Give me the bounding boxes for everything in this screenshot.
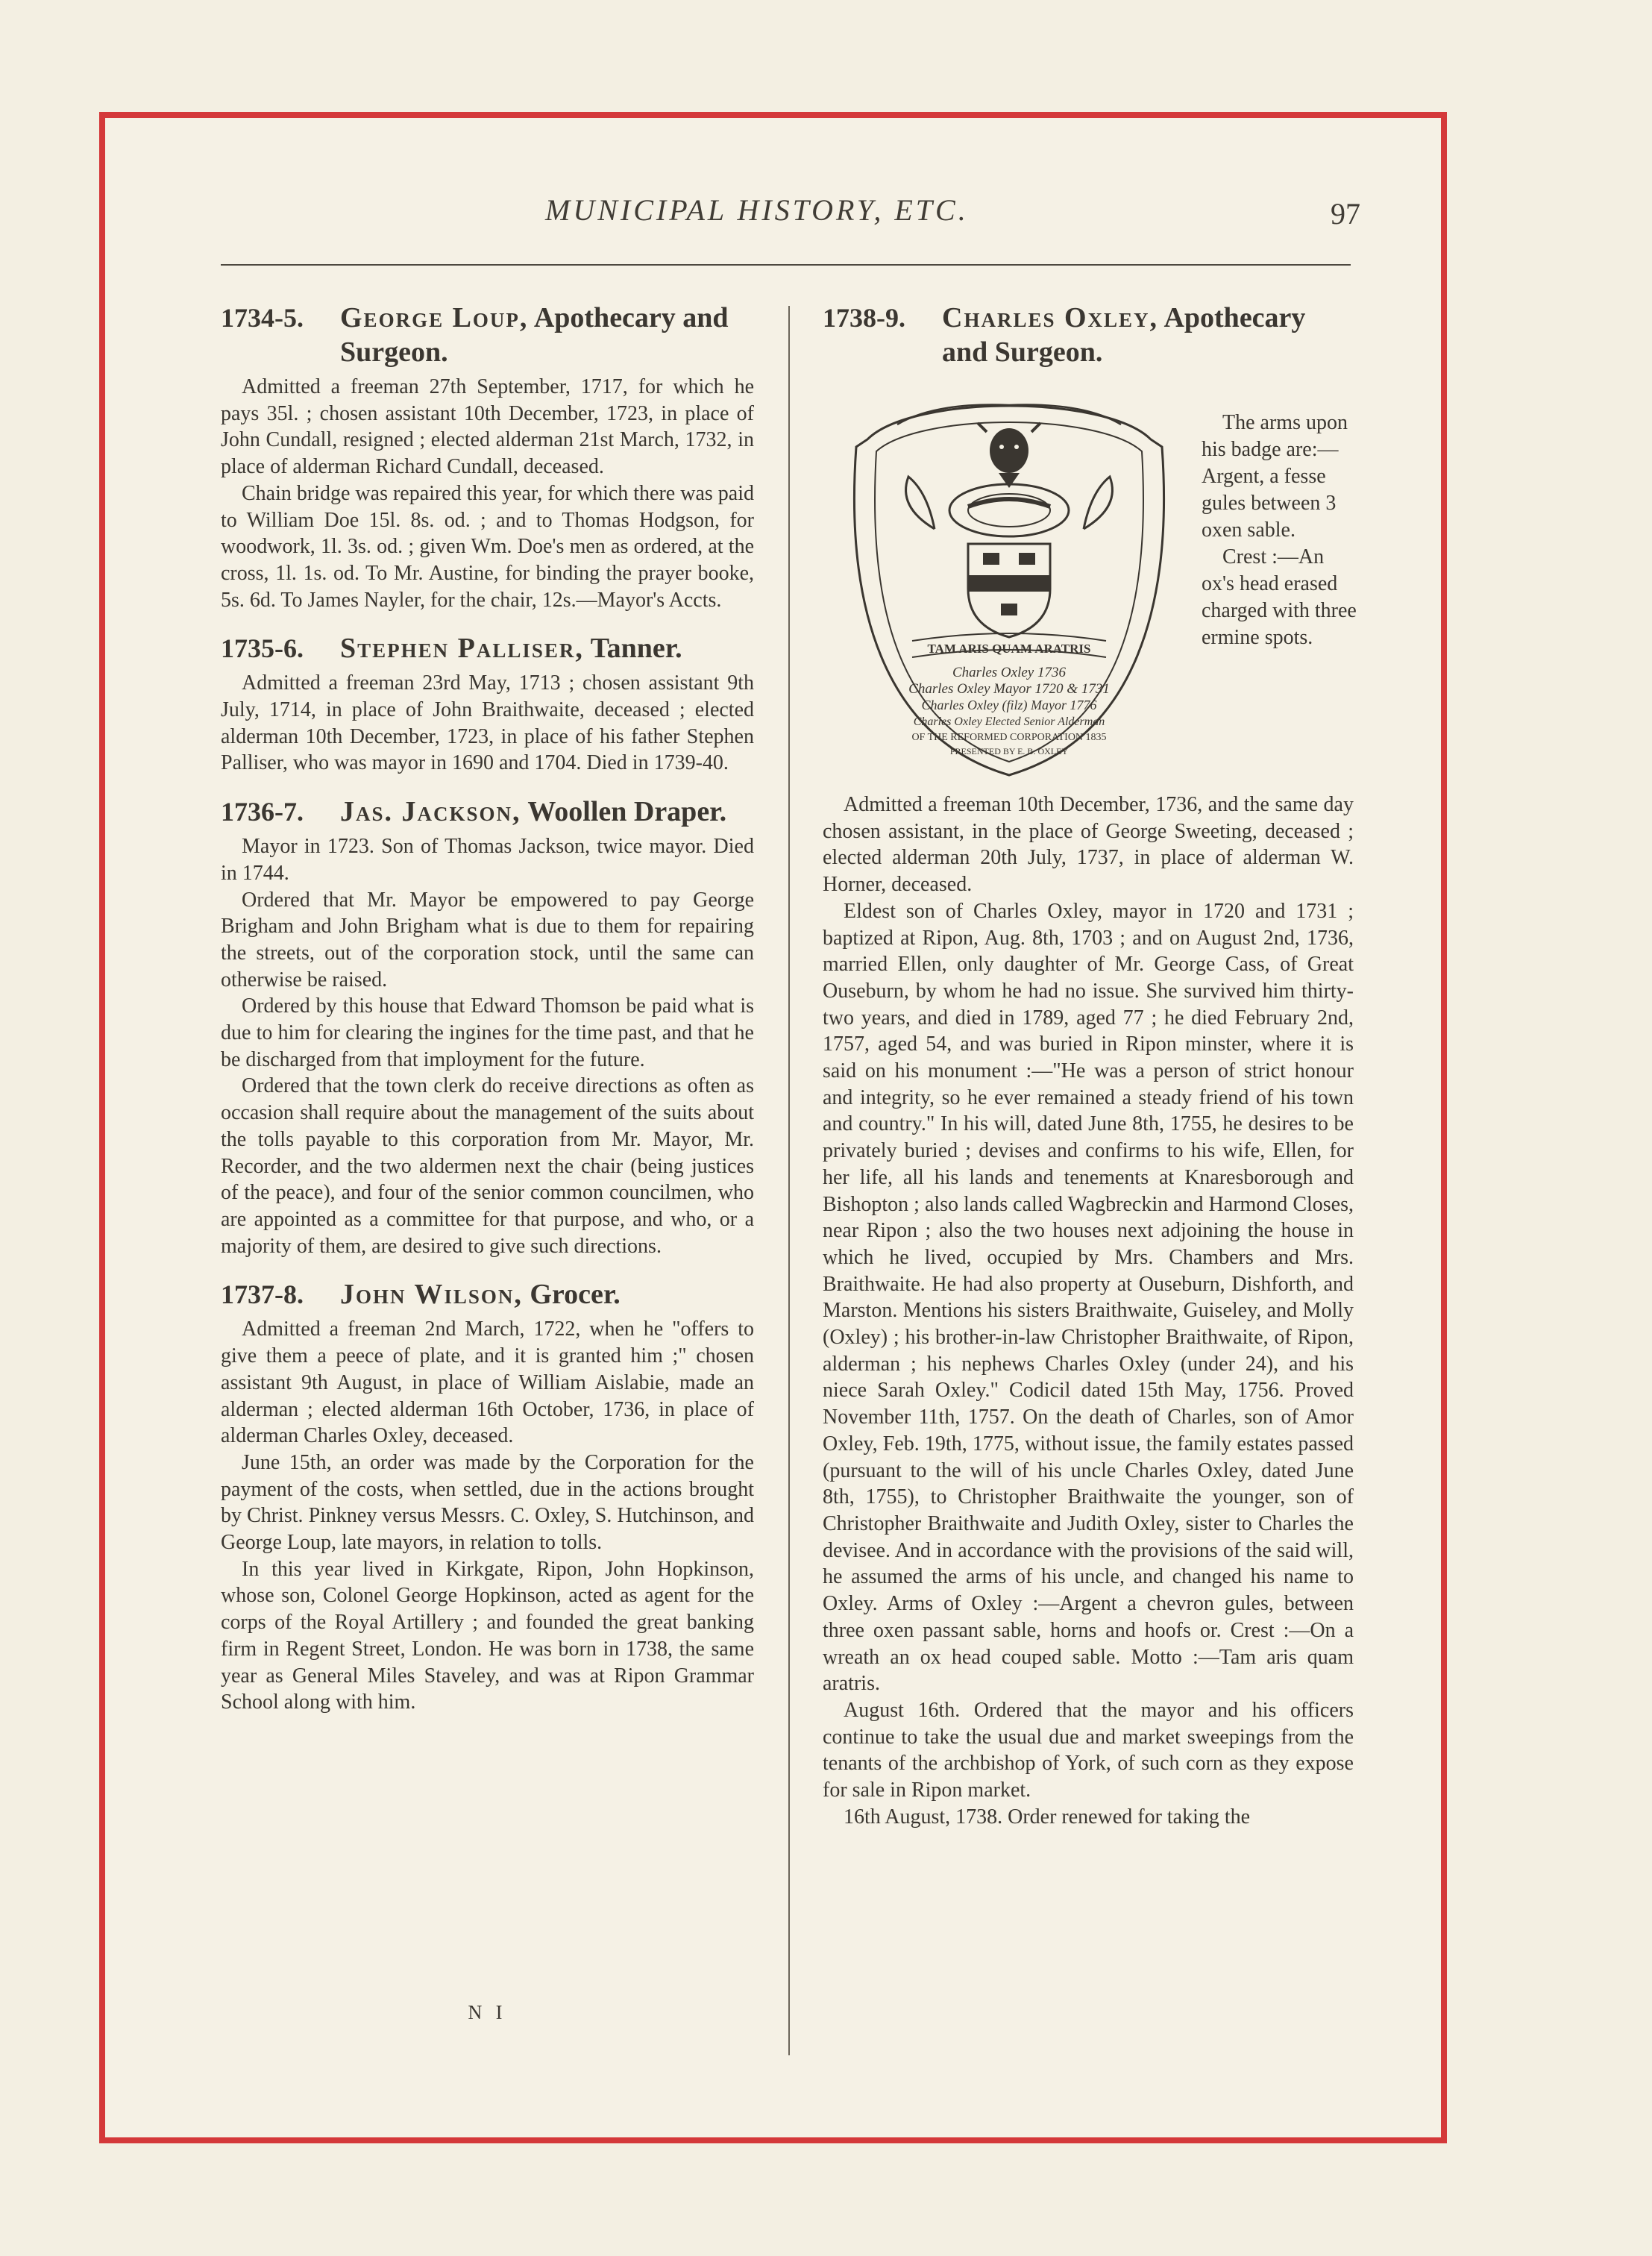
entry-trade: Tanner.: [590, 633, 682, 665]
paragraph: 16th August, 1738. Order renewed for taking the: [844, 1805, 1251, 1829]
entry-heading: [221, 1277, 754, 1312]
entry-name: John Wilson,: [340, 1279, 523, 1311]
entry-trade: Woollen Draper.: [527, 796, 727, 828]
paragraph: In this year lived in Kirkgate, Ripon, John Hopkinson, whose son, Colonel George Hopkinson, acted as agent for the corps of the Royal Artillery ; and founded the great banking firm in Regent Street, London. He was born in 1738, the same year as General Miles Staveley, and was at Ripon Grammar School along with him.: [221, 1557, 754, 1714]
ox-charge: [983, 553, 999, 565]
entry-1737: [221, 1277, 754, 1716]
entry-name: Stephen Palliser,: [340, 633, 584, 665]
entry-1736: [221, 795, 754, 1259]
entry-trade: Grocer.: [530, 1279, 621, 1311]
entry-year: 1734-5.: [221, 303, 304, 333]
entry-trade: Apothecary and Surgeon.: [340, 302, 729, 368]
ox-head-icon: [978, 423, 1040, 488]
column-divider: [788, 306, 790, 2055]
mantling-left: [906, 477, 935, 529]
entry-1734: [221, 301, 754, 613]
badge-legend-line: PRESENTED BY E. B. OXLEY: [949, 746, 1069, 756]
paragraph: Ordered by this house that Edward Thomson be paid what is due to him for clearing the ingines for the time past, and that he be discharged from that imployment for the future.: [221, 994, 754, 1071]
badge-caption: [1202, 410, 1358, 651]
page-frame: [99, 112, 1447, 2143]
paragraph: Ordered that the town clerk do receive directions as often as occasion shall require about the management of the suits about the tolls payable to this corporation from Mr. Mayor, Mr. Recorder, and the two aldermen next the chair (being justices of the peace), and four of the senior common councilmen, who are appointed as a committee for that purpose, and who, or a majority of them, are desired to give such directions.: [221, 1074, 754, 1258]
entry-heading: [221, 301, 754, 369]
paragraph: August 16th. Ordered that the mayor and his officers continue to take the usual due and market sweepings from the tenants of the archbishop of York, of such corn as they expose for sale in Ripon market.: [823, 1698, 1354, 1802]
paragraph: Admitted a freeman 10th December, 1736, and the same day chosen assistant, in the place of George Sweeting, deceased ; elected alderman 20th July, 1737, in place of alderman W. Horner, deceased.: [823, 793, 1354, 897]
header-rule: [221, 264, 1351, 266]
entry-year: 1737-8.: [221, 1279, 304, 1310]
right-column: [823, 301, 1357, 1830]
entry-name: Charles Oxley,: [942, 302, 1159, 333]
caption-paragraph: The arms upon his badge are:—Argent, a fesse gules between 3 oxen sable.: [1202, 411, 1348, 542]
page-number: 97: [1331, 197, 1360, 231]
paragraph: Admitted a freeman 23rd May, 1713 ; chosen assistant 9th July, 1714, in place of John Braithwaite, deceased ; elected alderman 10th December, 1723, in place of his father Stephen Palliser, who was mayor in 1690 and 1704. Died in 1739-40.: [221, 671, 754, 775]
badge-legend-line: Charles Oxley Mayor 1720 & 1731: [908, 681, 1110, 697]
mayoral-badge-illustration: [823, 380, 1196, 792]
paragraph: Admitted a freeman 27th September, 1717, for which he pays 35l. ; chosen assistant 10th December, 1723, in place of John Cundall, resigned ; elected alderman 21st March, 1732, in place of alderman Richard Cundall, deceased.: [221, 375, 754, 479]
signature-mark: N I: [468, 2002, 507, 2023]
entry-name: George Loup,: [340, 302, 529, 333]
caption-paragraph: Crest :—An ox's head erased charged with three ermine spots.: [1202, 545, 1357, 649]
entry-year: 1735-6.: [221, 633, 304, 664]
entry-heading: [823, 301, 1354, 369]
left-column: [221, 301, 754, 1734]
entry-heading: [221, 631, 754, 665]
paragraph: Mayor in 1723. Son of Thomas Jackson, twice mayor. Died in 1744.: [221, 835, 754, 885]
entry-year: 1736-7.: [221, 797, 304, 827]
paragraph: Ordered that Mr. Mayor be empowered to pay George Brigham and John Brigham what is due to them for repairing the streets, out of the corporation stock, until the same can otherwise be raised.: [221, 888, 754, 991]
paragraph: Admitted a freeman 2nd March, 1722, when he "offers to give them a peece of plate, and it is granted him ;" chosen assistant 9th August, in place of William Aislabie, made an alderman ; elected alderman 16th October, 1736, in place of alderman Charles Oxley, deceased.: [221, 1317, 754, 1448]
paragraph: Eldest son of Charles Oxley, mayor in 1720 and 1731 ; baptized at Ripon, Aug. 8th, 1703 ; and on August 2nd, 1736, married Ellen, only daughter of Mr. George Cass, of Great Ouseburn, by whom he had no issue. She survived him thirty-two years, and died in 1789, aged 77 ; he died February 2nd, 1757, aged 54, and was buried in Ripon minster, where it is said on his monument :—"He was a person of strict honour and integrity, so he ever remained a steady friend of his town and country." In his will, dated June 8th, 1755, he desires to be privately buried ; devises and confirms to his wife, Ellen, for her life, all his lands and tenements at Knaresborough and Bishopton ; also lands called Wagbreckin and Harmond Closes, near Ripon ; also the two houses next adjoining the house in which he lived, occupied by Mrs. Chambers and Mrs. Braithwaite. He had also property at Ouseburn, Dishforth, and Marston. Mentions his sisters Braithwaite, Guiseley, and Molly (Oxley) ; his brother-in-law Christopher Braithwaite, of Ripon, alderman ; his nephews Charles Oxley (under 24), and his niece Sarah Oxley." Codicil dated 15th May, 1756. Proved November 11th, 1757. On the death of Charles, son of Amor Oxley, Feb. 19th, 1775, without issue, the family estates passed (pursuant to the will of his uncle Charles Oxley, dated June 8th, 1755), to Christopher Braithwaite the younger, son of Christopher Braithwaite and Judith Oxley, sister to Charles the devisee. And in accordance with the provisions of the said will, he assumed the arms of his uncle, and changed his name to Oxley. Arms of Oxley :—Argent a chevron gules, between three oxen passant sable, horns and hoofs or. Crest :—On a wreath an ox head couped sable. Motto :—Tam aris quam aratris.: [823, 899, 1354, 1696]
badge-legend-line: Charles Oxley Elected Senior Alderman: [913, 715, 1105, 728]
entry-heading: [221, 795, 754, 829]
paragraph: June 15th, an order was made by the Corporation for the payment of the costs, when settled, due in the actions brought by Christ. Pinkney versus Messrs. C. Oxley, S. Hutchinson, and George Loup, late mayors, in relation to tolls.: [221, 1450, 754, 1555]
fesse: [968, 575, 1050, 592]
entry-trade: Apothecary and Surgeon.: [942, 302, 1306, 368]
paragraph: Chain bridge was repaired this year, for which there was paid to William Doe 15l. 8s. od. ; and to Thomas Hodgson, for woodwork, 1l. 3s. od. ; given Wm. Doe's men as ordered, at the cross, 1l. 1s. od. To Mr. Austine, for binding the prayer booke, 5s. 6d. To James Nayler, for the chair, 12s.—Mayor's Accts.: [221, 481, 754, 612]
motto-band: TAM ARIS QUAM ARATRIS: [927, 642, 1091, 656]
badge-legend-line: Charles Oxley 1736: [952, 665, 1066, 680]
mantling-right: [1084, 477, 1112, 529]
entry-year: 1738-9.: [823, 303, 905, 333]
entry-name: Jas. Jackson,: [340, 796, 521, 828]
running-title: MUNICIPAL HISTORY, ETC.: [545, 193, 969, 227]
badge-legend-line: OF THE REFORMED CORPORATION 1835: [911, 732, 1107, 743]
entry-1735: [221, 631, 754, 777]
badge-figure: [823, 380, 1357, 792]
badge-legend-line: Charles Oxley (filz) Mayor 1776: [921, 698, 1097, 712]
